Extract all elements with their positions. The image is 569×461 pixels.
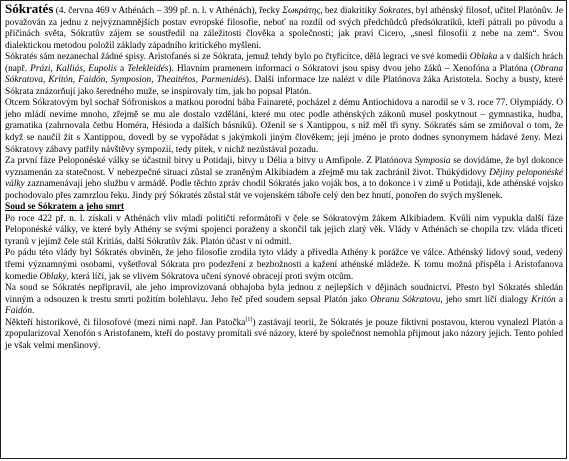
family-paragraph: Otcem Sókratovým byl sochař Sófroniskos a matkou porodní bába Fainareté, pocházel z dému Antiochidova a narodil se v 3. roce 77. Olympiády. O jeho mládí nevíme mnoho, zřejmě se mu ale dostalo vzdělání, které mu otec podle athénských zákonů musel poskytnout – gymnastika, hudba, gramatika (zahrnovala četbu Homéra, Hésioda a dalších básníků). Oženil se s Xantippou, s níž měl tři syny. Sókratés sám se zmiňoval o tom, že když se naučil žít s Xantippou, dovedl by se vypořádat s jakýmkoli jiným člověkem; její jméno je proto dodnes synonymem hádavé ženy. Mezi Sókratovy zábavy patřily návštěvy sympozií, tedy pitek, v nichž nezůstával pozadu. — [5, 98, 563, 155]
footnote-ref[interactable]: [1] — [245, 316, 253, 323]
politics-paragraph: Po roce 422 př. n. l. získali v Athénách vliv mladí političtí reformátoři v čele se Sókratovým žákem Alkibiadem. Kvůli nim vypukla další fáze Peloponéské války, ve které byly Athény se svými spojenci poraženy a skončil tak jejich zlatý věk. Vlády v Athénách se chopila tzv. vláda třiceti tyranů v jejímž čele stál Kritiás, další Sókratův žák. Platón účast v ní odmítl. — [5, 213, 563, 247]
theory-paragraph: Někteří historikové, či filosofové (mezi nimi např. Jan Patočka[1]) zastávají teorii, že Sókratés je pouze fiktivní postavou, kterou vynalezl Platón a zpopularizoval Xenofón s Aristofanem, kteří do postavy promítali své názory, které by společnost nemohla přijmout jako názory jejich. Tento pohled je však velmi menšinový. — [5, 316, 563, 351]
trial-paragraph: Na soud se Sókratés nepřipravil, ale jeho improvizovaná obhajoba byla jednou z nejlepších v dějinách soudnictví. Přesto byl Sókratés shledán vinným a odsouzen k trestu smrti požitím bolehlavu. Jeho řeč před soudem sepsal Platón jako Obranu Sókratovu, jeho smrt líčí dialogy Kritón a Faidón. — [5, 283, 564, 317]
intro-paragraph: Sókratés (4. června 469 v Athénách – 399 př. n. l. v Athénách), řecky Σωκράτης, bez diakritiky Sokrates, byl athénský filosof, učitel Platónův. Je považován za jednu z nejvýznamnějších postav evropské filosofie, neboť na rozdíl od svých předchůdců předsókratiků, kteří pátrali po původu a příčinách světa, Sókratův zájem se soustředil na záležitosti člověka a společnosti; jak praví Cicero, „snesl filosofii z nebe na zem“. Svou dialektickou metodou položil základy západního kritického myšlení. — [5, 1, 564, 51]
accusation-paragraph: Po pádu této vlády byl Sókratés obviněn, že jeho filosofie zrodila tyto vlády a přivedla Athény k porážce ve válce. Athénský lidový soud, vedený třemi významnými osobami, vyšetřoval Sókrata pro podezření z bezbožnosti a kažení athénské mládeže. K tomu možná přispěla i Aristofanova komedie Oblaky, která líčí, jak se vlivem Sókratova učení synové obracejí proti svým otcům. — [5, 248, 563, 282]
article-title: Sókratés — [5, 1, 54, 16]
section-heading: Soud se Sókratem a jeho smrt — [5, 202, 125, 213]
sources-paragraph: Sókratés sám nezanechal žádné spisy. Aristofanés si ze Sókrata, jemuž tehdy bylo po čtyřicítce, dělá legraci ve své komedii Oblaka a v dalších hrách (např. Prázi, Kalliás, Eupolis a Telekleidés). Hlavním pramenem informací o Sókratovi jsou spisy dvou jeho žáků – Xenofóna a Platóna (Obrana Sókratova, Kritón, Faidón, Symposion, Theaitétos, Parmenidés). Další informace lze nalézt v díle Platónova žáka Aristotela. Sochy a busty, které Sókrata znázorňují jako šeredného muže, se inspirovaly tím, jak ho popsal Platón. — [5, 52, 563, 97]
war-paragraph: Za první fáze Peloponéské války se účastnil bitvy u Potidaji, bitvy u Délia a bitvy u Amfipole. Z Platónova Symposia se dovídáme, že byl dokonce vyznamenán za statečnost. V nebezpečné situaci zůstal se zraněným Alkibiadem a zřejmě mu tak zachránil život. Thúkýdidovy Dějiny peloponéské války zaznamenávají jeho službu v armádě. Podle těchto zpráv chodil Sókratés jako voják bos, a to dokonce i v zimě u Potidaji, kde athénské vojsko pochodovalo přes zamrzlou řeku. Jindy prý Sókratés zůstal stát ve vojenském táboře celý den bez hnutí, ponořen do svých myšlenek. — [5, 156, 563, 201]
